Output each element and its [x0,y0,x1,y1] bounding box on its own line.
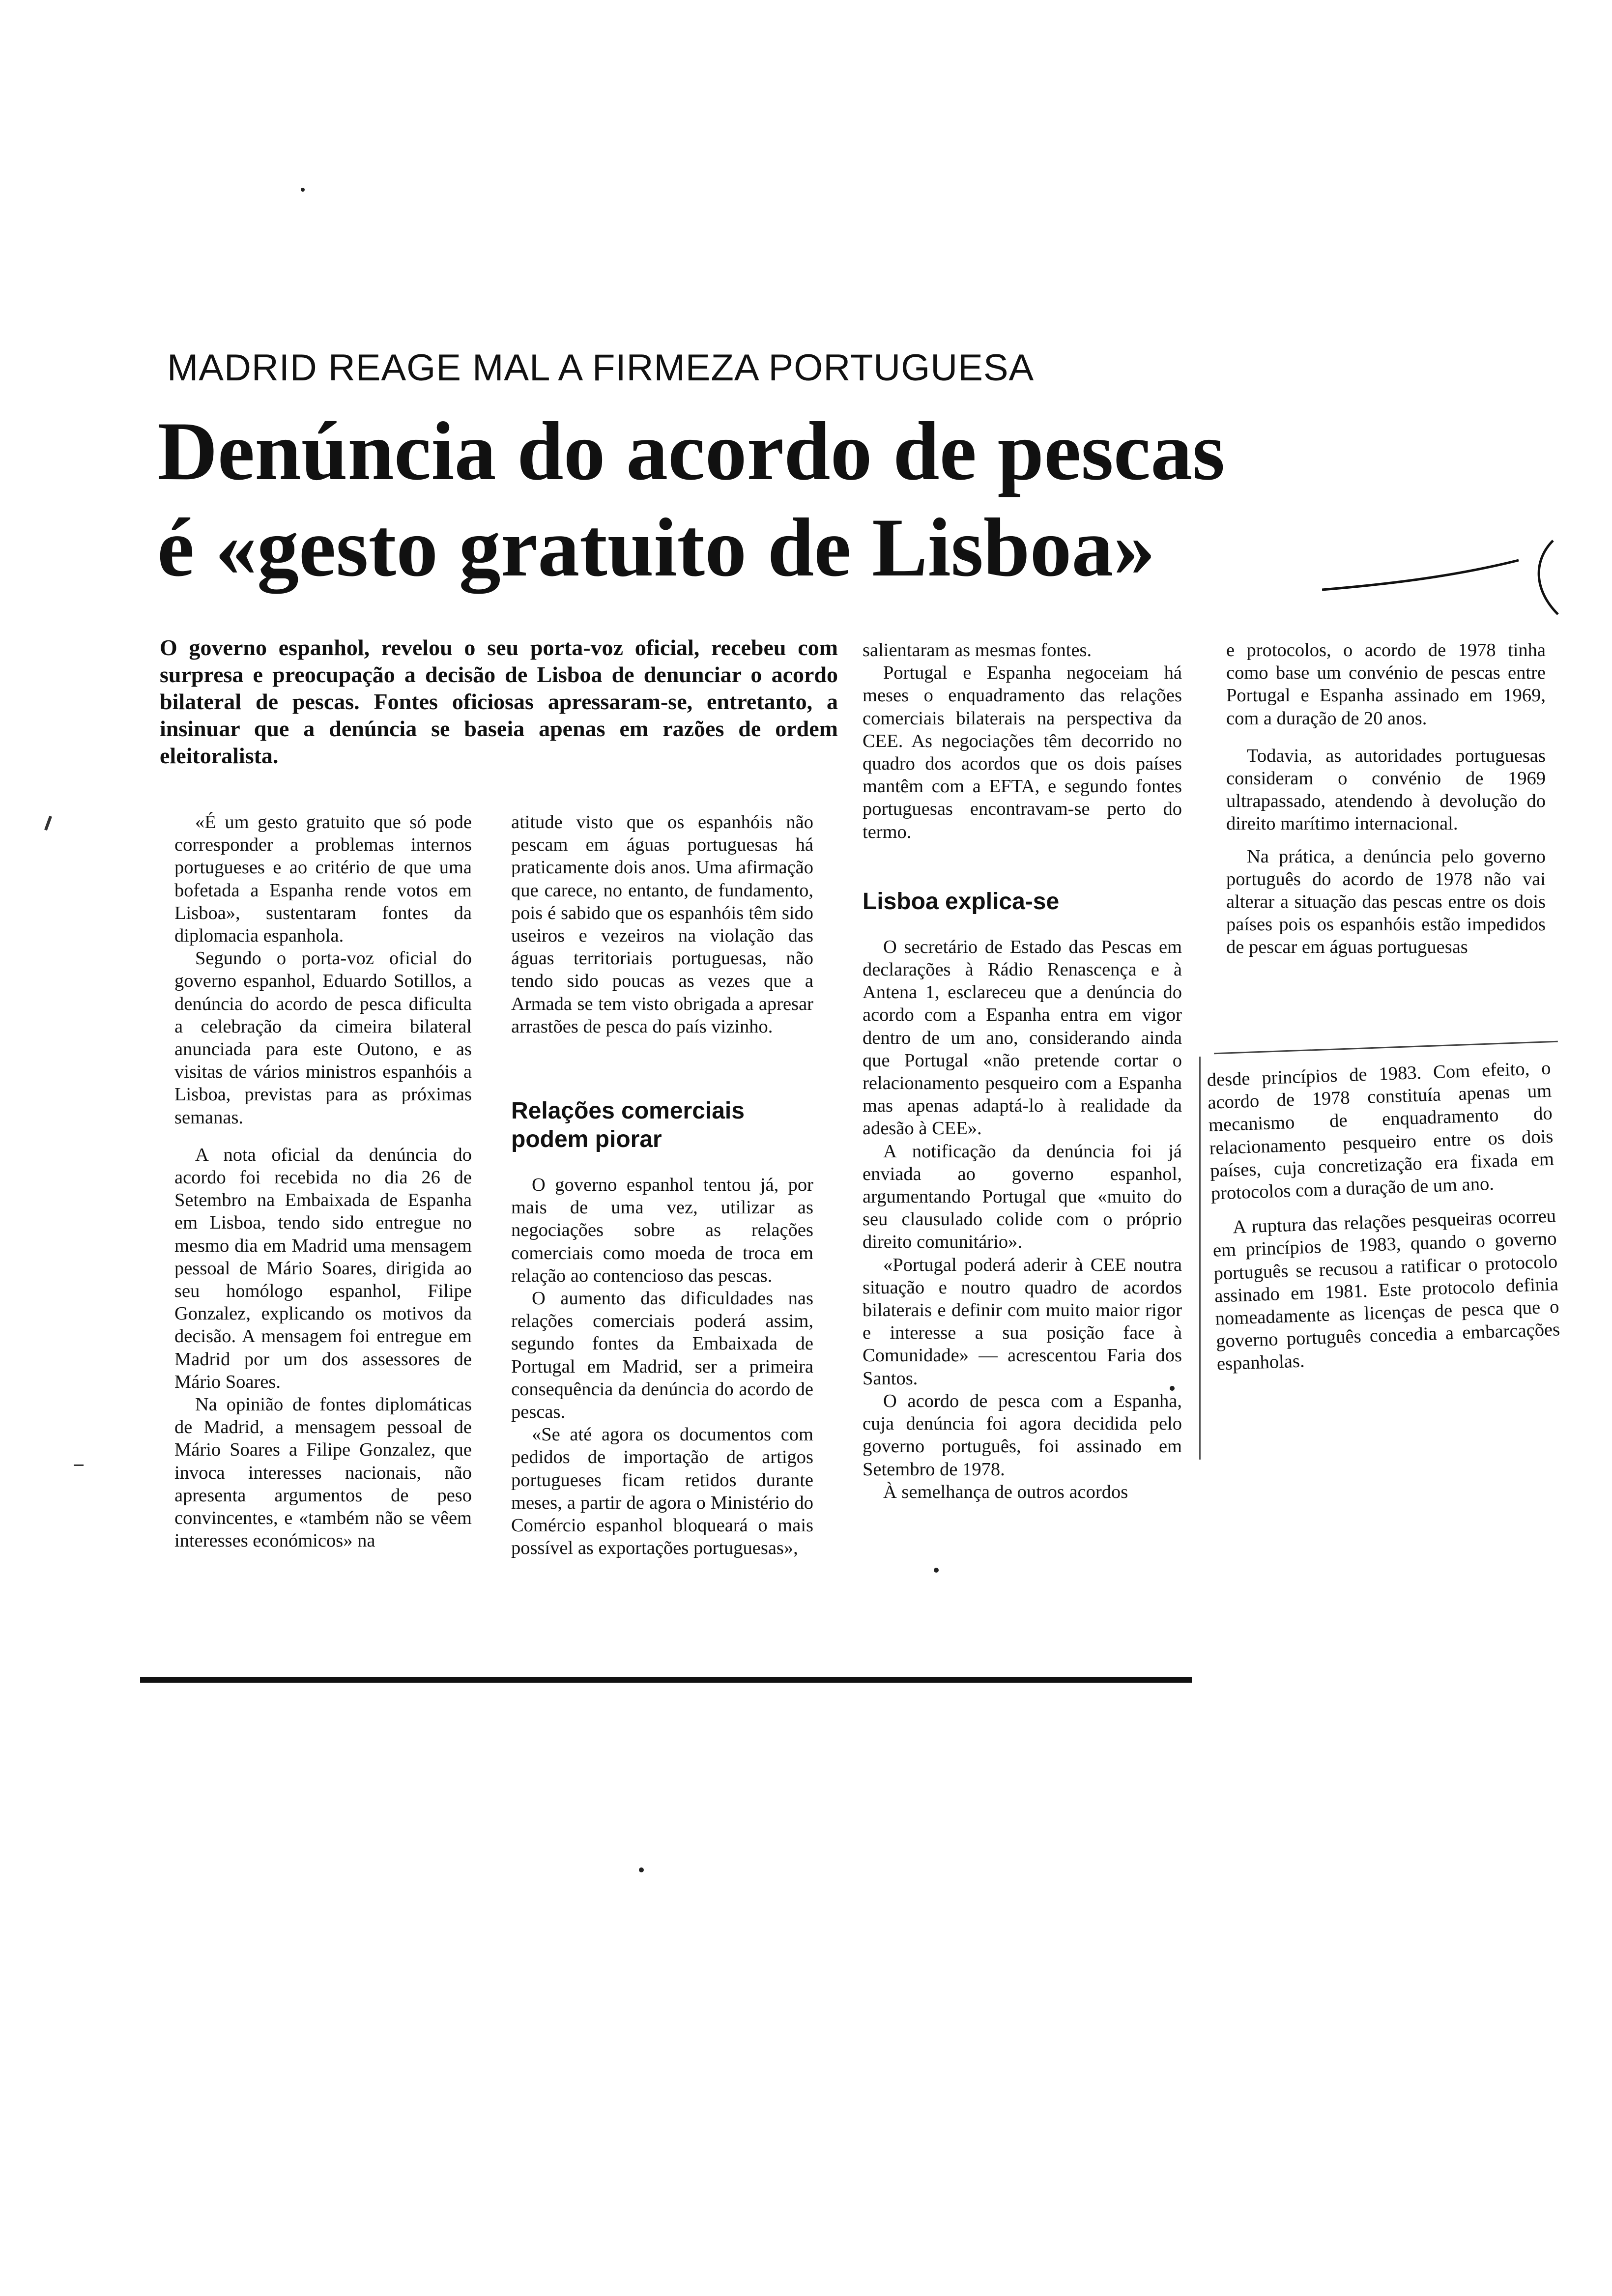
margin-mark [74,1464,84,1466]
paragraph: «Portugal poderá aderir à CEE noutra situação e noutro quadro de acordos bilaterais e definir com muito maior rigor e interesse a sua posição face à Comunidade» — acrescentou Faria dos Santos. [863,1254,1182,1389]
headline-line-1: Denúncia do acordo de pescas [157,405,1225,497]
pen-mark-line [1322,531,1597,629]
paragraph: desde princípios de 1983. Com efeito, o acordo de 1978 constituía apenas um mecanismo de enquadramento do relacionamento pesqueiro entre os dois países, cuja concretização era fixada em protocolos com a duração de um ano. [1207,1058,1554,1204]
subhead-relacoes: Relações comerciais podem piorar [511,1098,745,1153]
paragraph: e protocolos, o acordo de 1978 tinha como base um convénio de pescas entre Portugal e Espanha assinado em 1969, com a duração de 20 anos. [1226,640,1546,729]
column-3 [863,639,1182,1503]
paragraph: Todavia, as autoridades portuguesas consideram o convénio de 1969 ultrapassado, atendendo à devolução do direito marítimo internacional. [1226,745,1546,834]
lead-paragraph: O governo espanhol, revelou o seu porta-voz oficial, recebeu com surpresa e preocupação a decisão de Lisboa de denunciar o acordo bilateral de pescas. Fontes oficiosas apressaram-se, entretanto, a insinuar que a denúncia se baseia apenas em razões de ordem eleitoralista. [160,635,838,768]
kicker: MADRID REAGE MAL A FIRMEZA PORTUGUESA [167,347,1035,389]
paragraph: A notificação da denúncia foi já enviada ao governo espanhol, argumentando Portugal que «muito do seu clausulado colide com o próprio direito comunitário». [863,1141,1182,1253]
paragraph: O aumento das dificuldades nas relações comerciais poderá assim, segundo fontes da Embaixada de Portugal em Madrid, ser a primeira consequência da denúncia do acordo de pescas. [511,1288,813,1423]
margin-mark [44,816,52,831]
paste-edge-top [1214,1041,1558,1054]
paragraph: Na prática, a denúncia pelo governo português do acordo de 1978 não vai alterar a situação das pescas entre os dois países pois os espanhóis estão impedidos de pescar em águas portuguesas [1226,846,1546,958]
column-2 [511,811,813,1559]
column-1 [174,811,472,1552]
headline-line-2: é «gesto gratuito de Lisboa» [157,501,1155,594]
paragraph: A ruptura das relações pesqueiras ocorreu em princípios de 1983, quando o governo português se recusou a ratificar o protocolo assinado em 1981. Este protocolo definia nomeadamente as licenças de pesca que o governo português concedia a embarcações espanholas. [1212,1205,1560,1375]
paragraph: Na opinião de fontes diplomáticas de Madrid, a mensagem pessoal de Mário Soares a Filipe Gonzalez, que invoca interesses nacionais, não apresenta argumentos de peso convincentes, e «também não se vêem interesses económicos» na [174,1394,472,1551]
subhead-lisboa: Lisboa explica-se [863,888,1060,915]
paragraph: atitude visto que os espanhóis não pescam em águas portuguesas há praticamente dois anos. Uma afirmação que carece, no entanto, de fundamento, pois é sabido que os espanhóis têm sido useiros e vezeiros na violação das águas territoriais portuguesas, não tendo sido poucas as vezes que a Armada se tem visto obrigada a apresar arrastões de pesca do país vizinho. [511,812,813,1037]
speck [639,1867,644,1872]
paragraph: Portugal e Espanha negoceiam há meses o enquadramento das relações comerciais bilaterais na perspectiva da CEE. As negociações têm decorrido no quadro dos acordos que os dois países mantêm com a EFTA, e segundo fontes portuguesas encontravam-se perto do termo. [863,662,1182,842]
paragraph: salientaram as mesmas fontes. [863,640,1092,660]
headline [157,403,1484,596]
paragraph: «É um gesto gratuito que só pode corresponder a problemas internos portugueses e ao critério de que uma bofetada a Espanha rende votos em Lisboa», sustentaram fontes da diplomacia espanhola. [174,812,472,947]
speck [934,1568,939,1573]
column-4-lower [1207,1057,1561,1376]
paragraph: A nota oficial da denúncia do acordo foi recebida no dia 26 de Setembro na Embaixada de Espanha em Lisboa, tendo sido entregue no mesmo dia em Madrid uma mensagem pessoal de Mário Soares, dirigida ao seu homólogo espanhol, Filipe Gonzalez, explicando os motivos da decisão. A mensagem foi entregue em Madrid por um dos assessores de Mário Soares. [174,1144,472,1392]
paragraph: «Se até agora os documentos com pedidos de importação de artigos portugueses ficam retidos durante meses, a partir de agora o Ministério do Comércio espanhol bloqueará o mais possível as exportações portuguesas», [511,1424,813,1559]
paragraph: O governo espanhol tentou já, por mais de uma vez, utilizar as negociações sobre as relações comerciais como moeda de troca em relação ao contencioso das pescas. [511,1175,813,1286]
paste-edge [1199,1057,1201,1460]
column-4 [1226,639,1546,959]
speck [301,188,305,192]
paragraph: À semelhança de outros acordos [883,1481,1128,1502]
paragraph: O acordo de pesca com a Espanha, cuja denúncia foi agora decidida pelo governo português, foi assinado em Setembro de 1978. [863,1390,1182,1480]
bottom-rule [140,1677,1192,1683]
paragraph: O secretário de Estado das Pescas em declarações à Rádio Renascença e à Antena 1, esclareceu que a denúncia do acordo com a Espanha entra em vigor dentro de um ano, considerando ainda que Portugal «não pretende cortar o relacionamento pesqueiro com a Espanha mas apenas adaptá-lo à realidade da adesão à CEE». [863,936,1182,1139]
speck [1170,1386,1175,1391]
paragraph: Segundo o porta-voz oficial do governo espanhol, Eduardo Sotillos, a denúncia do acordo de pesca dificulta a celebração da cimeira bilateral anunciada para este Outono, e as visitas de vários ministros espanhóis a Lisboa, previstas para as próximas semanas. [174,948,472,1128]
